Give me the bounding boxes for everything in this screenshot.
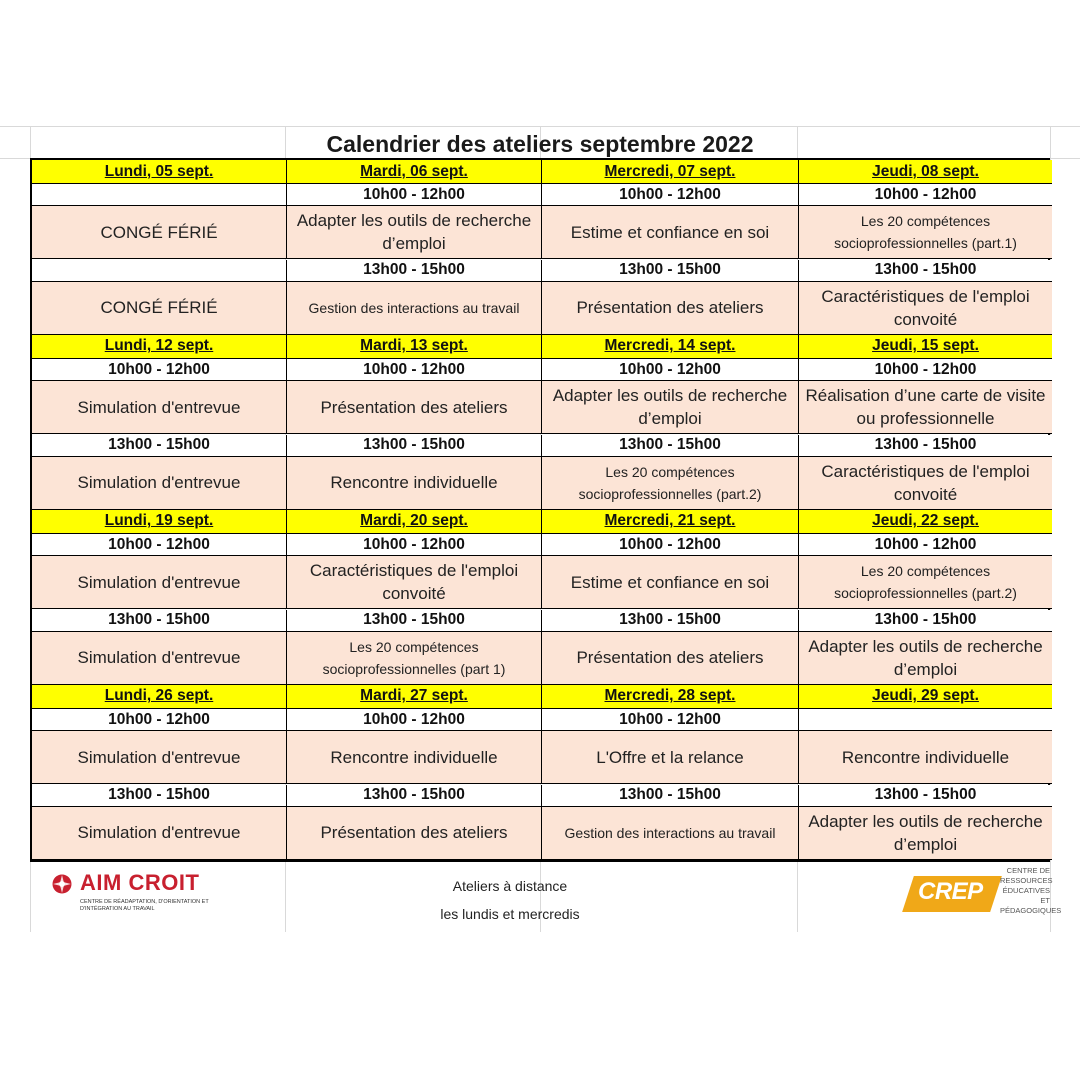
workshop-cell: CONGÉ FÉRIÉ (32, 282, 287, 335)
time-slot: 13h00 - 15h00 (287, 785, 542, 807)
time-slot: 10h00 - 12h00 (287, 184, 542, 206)
time-slot: 10h00 - 12h00 (542, 709, 799, 731)
time-slot: 10h00 - 12h00 (287, 709, 542, 731)
day-header: Lundi, 26 sept. (32, 685, 287, 709)
time-slot: 10h00 - 12h00 (32, 709, 287, 731)
day-header: Mercredi, 28 sept. (542, 685, 799, 709)
day-header: Lundi, 12 sept. (32, 335, 287, 359)
workshop-cell: Adapter les outils de recherche d’emploi (799, 807, 1052, 860)
time-slot: 13h00 - 15h00 (799, 610, 1052, 632)
day-header: Jeudi, 08 sept. (799, 160, 1052, 184)
time-slot: 13h00 - 15h00 (542, 610, 799, 632)
workshop-cell: Rencontre individuelle (287, 457, 542, 510)
workshop-cell: Présentation des ateliers (542, 282, 799, 335)
workshop-cell: Simulation d'entrevue (32, 556, 287, 609)
time-slot: 10h00 - 12h00 (799, 359, 1052, 381)
time-slot: 13h00 - 15h00 (799, 260, 1052, 282)
time-slot: 13h00 - 15h00 (799, 785, 1052, 807)
time-slot: 10h00 - 12h00 (799, 184, 1052, 206)
time-slot (32, 260, 287, 282)
workshop-cell: Estime et confiance en soi (542, 556, 799, 609)
crep-tagline: CENTRE DE RESSOURCES ÉDUCATIVES ET PÉDAGOGIQUES (1000, 866, 1062, 915)
workshop-cell: Présentation des ateliers (287, 807, 542, 860)
workshop-cell: Les 20 compétences socioprofessionnelles (part 1) (287, 632, 542, 685)
footer (30, 862, 1062, 932)
workshop-cell: Adapter les outils de recherche d’emploi (287, 206, 542, 259)
day-header: Mercredi, 21 sept. (542, 510, 799, 534)
workshop-cell: Adapter les outils de recherche d’emploi (542, 381, 799, 434)
workshop-cell: Les 20 compétences socioprofessionnelles (part.2) (799, 556, 1052, 609)
day-header: Jeudi, 29 sept. (799, 685, 1052, 709)
workshop-cell: CONGÉ FÉRIÉ (32, 206, 287, 259)
day-header: Lundi, 05 sept. (32, 160, 287, 184)
workshop-cell: Réalisation d’une carte de visite ou professionnelle (799, 381, 1052, 434)
time-slot: 13h00 - 15h00 (287, 435, 542, 457)
time-slot: 10h00 - 12h00 (542, 184, 799, 206)
aim-croit-logo (52, 870, 252, 922)
workshop-cell: Adapter les outils de recherche d’emploi (799, 632, 1052, 685)
time-slot: 13h00 - 15h00 (32, 785, 287, 807)
workshop-cell: Simulation d'entrevue (32, 731, 287, 784)
aim-croit-emblem-icon (52, 874, 72, 894)
workshop-cell: Les 20 compétences socioprofessionnelles (part.1) (799, 206, 1052, 259)
workshop-cell: Gestion des interactions au travail (542, 807, 799, 860)
time-slot: 10h00 - 12h00 (799, 534, 1052, 556)
workshop-cell: Simulation d'entrevue (32, 381, 287, 434)
day-header: Mardi, 06 sept. (287, 160, 542, 184)
day-header: Mercredi, 07 sept. (542, 160, 799, 184)
workshop-cell: Les 20 compétences socioprofessionnelles (part.2) (542, 457, 799, 510)
aim-croit-tagline: CENTRE DE RÉADAPTATION, D'ORIENTATION ET D'INTÉGRATION AU TRAVAIL (80, 899, 209, 912)
day-header: Mercredi, 14 sept. (542, 335, 799, 359)
time-slot: 13h00 - 15h00 (32, 610, 287, 632)
remote-note-line2: les lundis et mercredis (440, 906, 580, 922)
crep-logo (908, 866, 1062, 922)
crep-name: CREP (918, 878, 983, 905)
time-slot: 13h00 - 15h00 (32, 435, 287, 457)
time-slot: 13h00 - 15h00 (542, 785, 799, 807)
workshop-cell: L'Offre et la relance (542, 731, 799, 784)
time-slot: 10h00 - 12h00 (287, 359, 542, 381)
workshop-cell: Simulation d'entrevue (32, 457, 287, 510)
time-slot: 10h00 - 12h00 (32, 534, 287, 556)
day-header: Jeudi, 22 sept. (799, 510, 1052, 534)
schedule-sheet (0, 126, 1080, 932)
workshop-cell: Rencontre individuelle (287, 731, 542, 784)
time-slot: 13h00 - 15h00 (799, 435, 1052, 457)
day-header: Mardi, 27 sept. (287, 685, 542, 709)
time-slot: 10h00 - 12h00 (542, 359, 799, 381)
workshop-cell: Gestion des interactions au travail (287, 282, 542, 335)
day-header: Jeudi, 15 sept. (799, 335, 1052, 359)
time-slot (32, 184, 287, 206)
time-slot: 10h00 - 12h00 (287, 534, 542, 556)
workshop-cell: Rencontre individuelle (799, 731, 1052, 784)
day-header: Mardi, 20 sept. (287, 510, 542, 534)
time-slot: 13h00 - 15h00 (542, 260, 799, 282)
time-slot: 13h00 - 15h00 (287, 610, 542, 632)
time-slot: 13h00 - 15h00 (287, 260, 542, 282)
workshop-cell: Estime et confiance en soi (542, 206, 799, 259)
day-header: Lundi, 19 sept. (32, 510, 287, 534)
day-header: Mardi, 13 sept. (287, 335, 542, 359)
workshop-cell: Présentation des ateliers (287, 381, 542, 434)
workshop-cell: Caractéristiques de l'emploi convoité (799, 282, 1052, 335)
calendar-grid (30, 158, 1050, 862)
remote-note-line1: Ateliers à distance (452, 878, 568, 894)
workshop-cell: Présentation des ateliers (542, 632, 799, 685)
aim-croit-name: AIM CROIT (80, 870, 200, 895)
time-slot (799, 709, 1052, 731)
time-slot: 10h00 - 12h00 (542, 534, 799, 556)
time-slot: 10h00 - 12h00 (32, 359, 287, 381)
workshop-cell: Caractéristiques de l'emploi convoité (799, 457, 1052, 510)
page-title: Calendrier des ateliers septembre 2022 (326, 131, 754, 157)
workshop-cell: Simulation d'entrevue (32, 632, 287, 685)
time-slot: 13h00 - 15h00 (542, 435, 799, 457)
workshop-cell: Caractéristiques de l'emploi convoité (287, 556, 542, 609)
workshop-cell: Simulation d'entrevue (32, 807, 287, 860)
